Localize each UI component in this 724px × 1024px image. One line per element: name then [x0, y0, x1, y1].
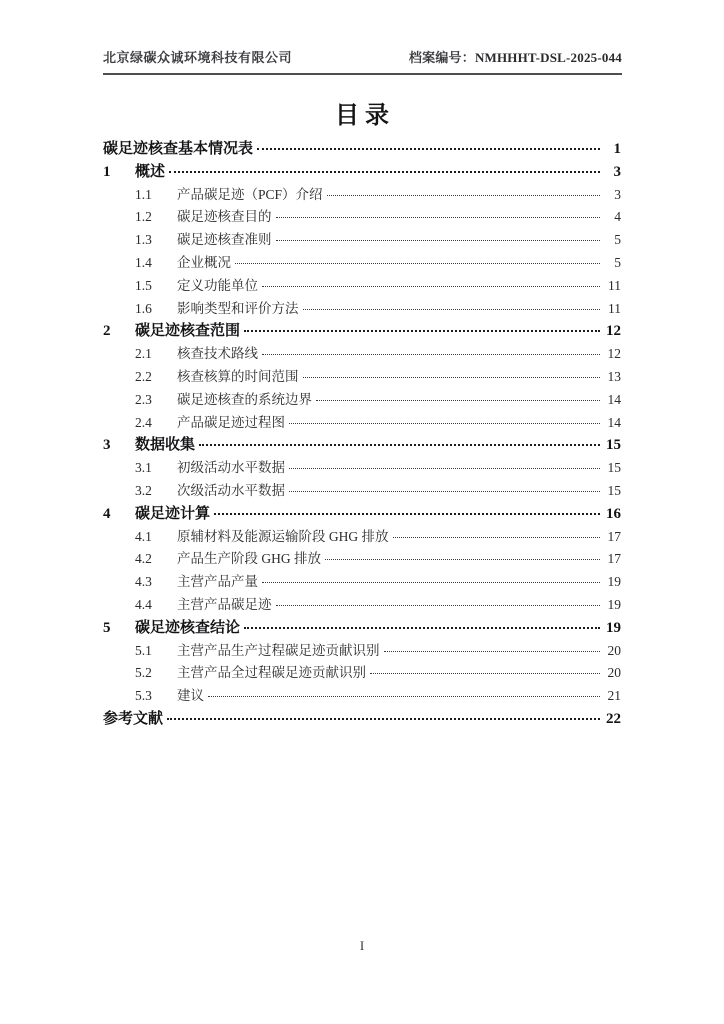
toc-entry-number: 4.3 [135, 574, 152, 590]
toc-entry-number: 3.2 [135, 482, 152, 498]
toc-entry-number: 3.1 [135, 460, 152, 476]
toc-entry-number: 2.4 [135, 414, 152, 430]
header-company-name: 北京绿碳众诚环境科技有限公司 [103, 50, 293, 65]
toc-entry-page: 17 [607, 528, 621, 544]
toc-entry-page: 1 [613, 141, 621, 157]
toc-entry-label: 参考文献 [103, 710, 164, 727]
toc-entry[interactable] [103, 228, 621, 251]
toc-entry[interactable] [103, 616, 621, 639]
toc-entry-label: 初级活动水平数据 [177, 460, 285, 476]
toc-entry-number: 2 [103, 323, 111, 340]
toc-leader-dots [276, 605, 601, 606]
toc-entry-number: 1.6 [135, 300, 152, 316]
toc-entry-page: 4 [614, 209, 621, 225]
toc-leader-dots [276, 217, 601, 218]
toc-entry-label: 碳足迹计算 [135, 505, 211, 522]
toc-entry-number: 4.1 [135, 528, 152, 544]
toc-leader-dots [303, 377, 601, 378]
toc-entry-label: 产品碳足迹（PCF）介绍 [177, 186, 323, 202]
toc-leader-dots [167, 718, 600, 720]
toc-leader-dots [262, 354, 600, 355]
toc-entry-page: 15 [607, 460, 621, 476]
toc-leader-dots [370, 673, 600, 674]
document-footer [0, 938, 724, 954]
toc-entry-number: 3 [103, 437, 111, 454]
toc-entry-page: 3 [614, 186, 621, 202]
toc-leader-dots [327, 195, 600, 196]
toc-entry-number: 2.1 [135, 346, 152, 362]
toc-entry[interactable] [103, 365, 621, 388]
toc-entry[interactable] [103, 661, 621, 684]
toc-entry-label: 概述 [135, 163, 166, 180]
toc-leader-dots [244, 330, 600, 332]
toc-entry-label: 原辅材料及能源运输阶段 GHG 排放 [177, 528, 389, 544]
toc-entry-page: 20 [607, 642, 621, 658]
toc-entry[interactable] [103, 479, 621, 502]
toc-entry-page: 14 [607, 414, 621, 430]
toc-entry[interactable] [103, 456, 621, 479]
toc-entry-label: 建议 [177, 688, 204, 704]
toc-leader-dots [208, 696, 600, 697]
toc-entry[interactable] [103, 707, 621, 730]
toc-entry-label: 主营产品全过程碳足迹贡献识别 [177, 665, 366, 681]
toc-entry-label: 碳足迹核查范围 [135, 323, 241, 340]
toc-entry-page: 20 [607, 665, 621, 681]
toc-entry-number: 1.4 [135, 254, 152, 270]
toc-entry-number: 1.2 [135, 209, 152, 225]
toc-leader-dots [303, 309, 601, 310]
toc-leader-dots [289, 423, 600, 424]
toc-entry-page: 14 [607, 391, 621, 407]
toc-entry[interactable] [103, 205, 621, 228]
toc-entry-label: 碳足迹核查的系统边界 [177, 391, 312, 407]
toc-leader-dots [393, 537, 601, 538]
toc-entry-label: 碳足迹核查结论 [135, 619, 241, 636]
toc-entry[interactable] [103, 137, 621, 160]
toc-entry-number: 1.3 [135, 232, 152, 248]
toc-entry-number: 5.1 [135, 642, 152, 658]
toc-leader-dots [235, 263, 600, 264]
toc-leader-dots [169, 171, 600, 173]
toc-entry-number: 2.3 [135, 391, 152, 407]
toc-entry-label: 核查技术路线 [177, 346, 258, 362]
toc-entry-page: 22 [606, 710, 621, 727]
toc-entry-number: 1.1 [135, 186, 152, 202]
toc-leader-dots [325, 559, 600, 560]
toc-entry-number: 2.2 [135, 368, 152, 384]
toc-leader-dots [262, 582, 600, 583]
toc-entry-label: 影响类型和评价方法 [177, 300, 299, 316]
toc-entry-number: 4 [103, 505, 111, 522]
toc-entry-label: 企业概况 [177, 254, 231, 270]
toc-entry[interactable] [103, 183, 621, 206]
toc-entry-page: 5 [614, 254, 621, 270]
toc-entry[interactable] [103, 274, 621, 297]
toc-leader-dots [257, 148, 600, 150]
toc-leader-dots [276, 240, 601, 241]
toc-entry-page: 15 [606, 437, 621, 454]
toc-entry[interactable] [103, 160, 621, 183]
toc-entry-number: 1 [103, 163, 111, 180]
toc-entry[interactable] [103, 525, 621, 548]
toc-entry[interactable] [103, 251, 621, 274]
toc-entry-label: 主营产品碳足迹 [177, 596, 272, 612]
page-number: I [359, 938, 365, 953]
toc-entry-page: 21 [607, 688, 621, 704]
doc-number-label: 档案编号： [408, 50, 475, 65]
toc-entry-page: 15 [607, 482, 621, 498]
toc-leader-dots [289, 491, 600, 492]
toc-entry-page: 12 [607, 346, 621, 362]
toc-entry-label: 主营产品产量 [177, 574, 258, 590]
toc-entry-label: 产品生产阶段 GHG 排放 [177, 551, 321, 567]
toc-entry-number: 5.3 [135, 688, 152, 704]
toc-entry-number: 1.5 [135, 277, 152, 293]
toc-entry[interactable] [103, 433, 621, 456]
toc-entry-page: 17 [607, 551, 621, 567]
toc-entry-number: 4.4 [135, 596, 152, 612]
toc-entry[interactable] [103, 547, 621, 570]
toc-entry[interactable] [103, 319, 621, 342]
table-of-contents [103, 137, 621, 730]
toc-entry-page: 16 [606, 505, 621, 522]
toc-entry-page: 11 [608, 277, 621, 293]
toc-entry-number: 5.2 [135, 665, 152, 681]
toc-entry-label: 数据收集 [135, 437, 196, 454]
toc-entry-page: 19 [607, 596, 621, 612]
toc-entry-number: 5 [103, 619, 111, 636]
toc-leader-dots [384, 651, 601, 652]
toc-entry[interactable] [103, 411, 621, 434]
toc-entry[interactable] [103, 297, 621, 320]
toc-entry-page: 13 [607, 368, 621, 384]
toc-entry[interactable] [103, 502, 621, 525]
toc-entry[interactable] [103, 388, 621, 411]
toc-leader-dots [214, 513, 600, 515]
toc-leader-dots [262, 286, 600, 287]
toc-leader-dots [244, 627, 600, 629]
toc-leader-dots [316, 400, 600, 401]
toc-entry-label: 碳足迹核查基本情况表 [103, 141, 254, 157]
toc-entry-page: 19 [606, 619, 621, 636]
toc-entry[interactable] [103, 570, 621, 593]
toc-entry-label: 主营产品生产过程碳足迹贡献识别 [177, 642, 380, 658]
toc-entry-label: 定义功能单位 [177, 277, 258, 293]
toc-leader-dots [289, 468, 600, 469]
toc-entry-number: 4.2 [135, 551, 152, 567]
toc-entry-label: 碳足迹核查准则 [177, 232, 272, 248]
toc-entry[interactable] [103, 342, 621, 365]
toc-entry-label: 产品碳足迹过程图 [177, 414, 285, 430]
toc-leader-dots [199, 444, 600, 446]
toc-entry-label: 核查核算的时间范围 [177, 368, 299, 384]
toc-entry[interactable] [103, 593, 621, 616]
document-header [103, 47, 622, 75]
toc-entry-page: 19 [607, 574, 621, 590]
header-doc-number [409, 47, 622, 66]
toc-entry-label: 碳足迹核查目的 [177, 209, 272, 225]
toc-entry-page: 5 [614, 232, 621, 248]
toc-title: 目 录 [335, 103, 389, 129]
toc-entry[interactable] [103, 639, 621, 662]
toc-entry[interactable] [103, 684, 621, 707]
toc-entry-label: 次级活动水平数据 [177, 482, 285, 498]
toc-entry-page: 12 [606, 323, 621, 340]
toc-entry-page: 11 [608, 300, 621, 316]
toc-entry-page: 3 [613, 163, 621, 180]
doc-number-value: NMHHHT-DSL-2025-044 [474, 50, 622, 65]
